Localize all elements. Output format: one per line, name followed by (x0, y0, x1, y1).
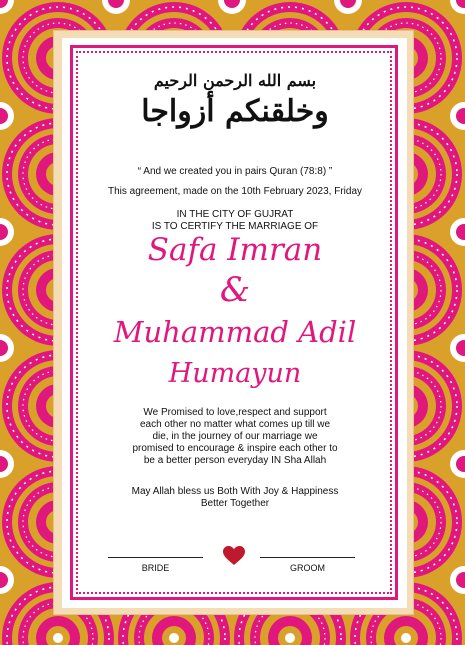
quran-quote: “ And we created you in pairs Quran (78:8) ” (137, 166, 333, 177)
blessing-line-1: May Allah bless us Both With Joy & Happiness (131, 486, 339, 497)
verse-calligraphy: وخلقنكم أزواجا (141, 94, 329, 129)
groom-label: GROOM (290, 563, 325, 573)
certify-line: IS TO CERTIFY THE MARRIAGE OF (151, 221, 319, 232)
bride-name: Safa Imran (147, 232, 323, 268)
vow-line-2: each other no matter what comes up till we (139, 419, 331, 430)
groom-signature-line (260, 557, 355, 558)
city-line: IN THE CITY OF GUJRAT (176, 209, 294, 220)
vow-line-1: We Promised to love,respect and support (143, 407, 327, 418)
bismillah-text: بسم الله الرحمن الرحيم (153, 71, 317, 90)
groom-name-line1: Muhammad Adil (113, 315, 357, 349)
agreement-date: This agreement, made on the 10th February 2023, Friday (107, 186, 363, 197)
heart-icon (223, 546, 245, 566)
bride-label: BRIDE (141, 563, 170, 573)
vow-line-5: be a better person everyday IN Sha Allah (143, 455, 327, 466)
ampersand: & (219, 270, 251, 310)
blessing-line-2: Better Together (200, 498, 270, 509)
vow-line-3: die, in the journey of our marriage we (152, 431, 318, 442)
bride-signature-line (108, 557, 203, 558)
vow-line-4: promised to encourage & inspire each other to (132, 443, 338, 454)
groom-name-line2: Humayun (168, 358, 302, 389)
